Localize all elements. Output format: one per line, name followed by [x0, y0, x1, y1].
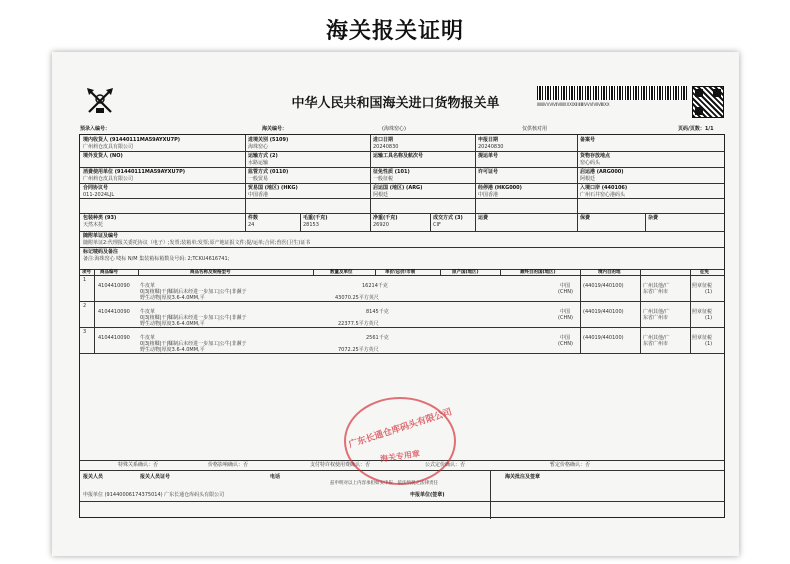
page-label: 页码/页数：1/1: [678, 126, 714, 132]
row-dest-country: 中国: [560, 283, 571, 289]
customs-approval-label: 海关批注及签章: [505, 474, 541, 480]
marks-label: 标记唛码及备注: [83, 249, 119, 255]
row-dest-city: 广州其他/广: [643, 309, 670, 315]
row-dest-city2: 东省广州市: [643, 289, 669, 295]
check-label: 仅供核对用: [522, 126, 548, 132]
package-type-label: 包装种类 (93): [83, 215, 117, 221]
row-exempt: 照章征税: [692, 335, 713, 341]
row-dest-city2: 东省广州市: [643, 341, 669, 347]
row-code: 4104410090: [98, 335, 130, 341]
license-label: 许可证号: [478, 169, 499, 175]
applicant-unit: 申报单位 (91440006174375014) 广东长通仓库码头有限公司: [83, 492, 225, 498]
gross-weight-value: 28153: [303, 222, 319, 228]
transit-port-label: 经停港 (HKG000): [478, 185, 522, 191]
row-spec1: 0|3|植鞣|干|鞣制后未经进一步加工|公牛|非濒于: [140, 289, 247, 295]
tax-nature-value: 一般征税: [373, 176, 394, 182]
qr-code-icon: [692, 86, 724, 118]
page-title: 海关报关证明: [325, 19, 464, 44]
port-label: (海珠窑心): [382, 126, 406, 132]
marks-value: 备注:海珠窑心 唛标 N/M 集装箱标箱数及号码: 2;TCKU4616741;: [83, 256, 230, 262]
row-spec2: 野生动物|厚度3.6-4.0MM,平: [140, 347, 205, 353]
row-origin-code: (CHN): [558, 289, 573, 295]
phone-label: 电话: [270, 474, 281, 480]
col-goods-name: 商品名称及规格型号: [190, 270, 231, 275]
royalty-confirm: 支付特许权使用费确认：否: [310, 462, 371, 468]
row-qty2: 7072.25平方英尺: [338, 347, 379, 353]
departure-port-label: 启运港 (ARG000): [580, 169, 624, 175]
trade-country-value: 中国香港: [248, 192, 269, 198]
package-type-value: 天然木托: [83, 222, 104, 228]
row-spec2: 野生动物|厚度3.6-4.0MM,平: [140, 321, 205, 327]
transport-mode-label: 运输方式 (2): [248, 153, 278, 159]
row-qty1: 2561千克: [366, 335, 389, 341]
misc-fee-label: 杂费: [648, 215, 659, 221]
record-no-label: 备案号: [580, 137, 596, 143]
departure-port-value: 阿根廷: [580, 176, 596, 182]
overseas-shipper-label: 境外发货人 (NO): [83, 153, 123, 159]
row-origin-code: (CHN): [558, 341, 573, 347]
tax-nature-label: 征免性质 (101): [373, 169, 410, 175]
col-dest-country: 最终目的国(地区): [520, 270, 556, 275]
statement-text: 兹申明对以上内容承担如实申报、依法纳税之法律责任: [330, 481, 438, 486]
entry-gate-label: 入境口岸 (440106): [580, 185, 628, 191]
consumer-label: 消费使用单位 (91440111MA59AYXU7P): [83, 169, 186, 175]
supervision-value: 一般贸易: [248, 176, 269, 182]
col-origin: 原产国(地区): [452, 270, 479, 275]
row-qty1: 8145千克: [366, 309, 389, 315]
row-no: 2: [83, 303, 87, 309]
applicant-seal-label: 申报单位(签章): [410, 492, 445, 498]
col-dest-region: 境内目的地: [598, 270, 621, 275]
storage-value: 窑心码头: [580, 160, 601, 166]
row-spec1: 0|3|植鞣|干|鞣制后未经进一步加工|公牛|非濒于: [140, 315, 247, 321]
consignee-label: 境内收货人 (91440111MA59AYXU7P): [83, 137, 181, 143]
pieces-label: 件数: [248, 215, 259, 221]
row-dest-city: 广州其他/广: [643, 335, 670, 341]
contract-value: 011-2024LJL: [83, 192, 115, 198]
row-dest-code: (44019/440100): [583, 283, 624, 289]
deal-mode-label: 成交方式 (3): [433, 215, 463, 221]
declarant-label: 报关人员: [83, 474, 104, 480]
stamp-line2: 海关专用章: [379, 449, 421, 464]
trade-country-label: 贸易国 (地区) (HKG): [248, 185, 298, 191]
row-name: 牛皮革: [140, 335, 156, 341]
row-dest-code: (44019/440100): [583, 309, 624, 315]
origin-country-label: 启运国 (地区) (ARG): [373, 185, 423, 191]
col-price: 单价/总价/币制: [385, 270, 416, 275]
provisional-price-confirm: 暂定价格确认：否: [550, 462, 591, 468]
row-code: 4104410090: [98, 309, 130, 315]
import-date-label: 进口日期: [373, 137, 394, 143]
contract-label: 合同协议号: [83, 185, 109, 191]
row-exempt2: (1): [705, 289, 713, 295]
transit-port-value: 中国香港: [478, 192, 499, 198]
entry-port-value: 海珠窑心: [248, 144, 269, 150]
row-no: 3: [83, 329, 87, 335]
row-exempt2: (1): [705, 341, 713, 347]
entry-port-label: 进境关别 (5109): [248, 137, 289, 143]
net-weight-value: 26920: [373, 222, 389, 228]
row-dest-code: (44019/440100): [583, 335, 624, 341]
net-weight-label: 净重(千克): [373, 215, 398, 221]
row-qty2: 43070.25平方英尺: [335, 295, 379, 301]
gross-weight-label: 毛重(千克): [303, 215, 328, 221]
pre-entry-label: 预录入编号：: [80, 126, 111, 132]
row-no: 1: [83, 277, 87, 283]
consumer-value: 广州莉仓皮具有限公司: [83, 176, 134, 182]
customs-no-label: 海关编号：: [262, 126, 288, 132]
col-quantity: 数量及单位: [330, 270, 353, 275]
barcode-number: ⅠⅡⅢⅣⅤⅥⅦⅧⅨⅩⅪⅫⅠⅡⅢⅣⅤⅥⅦⅧⅨⅩ: [537, 102, 610, 107]
row-origin-code: (CHN): [558, 315, 573, 321]
col-hs-code: 商品编号: [100, 270, 118, 275]
freight-label: 运费: [478, 215, 489, 221]
insurance-label: 保费: [580, 215, 591, 221]
consignee-value: 广州莉仓皮具有限公司: [83, 144, 134, 150]
row-exempt2: (1): [705, 315, 713, 321]
declare-date-label: 申报日期: [478, 137, 499, 143]
pieces-value: 24: [248, 222, 255, 228]
row-spec1: 0|3|植鞣|干|鞣制后未经进一步加工|公牛|非濒于: [140, 341, 247, 347]
row-qty2: 22377.5平方英尺: [338, 321, 379, 327]
bill-no-label: 提运单号: [478, 153, 499, 159]
company-seal-stamp: [344, 397, 456, 485]
origin-country-value: 阿根廷: [373, 192, 389, 198]
vessel-label: 运输工具名称及航次号: [373, 153, 424, 159]
row-dest-country: 中国: [560, 309, 571, 315]
row-code: 4104410090: [98, 283, 130, 289]
row-name: 牛皮革: [140, 309, 156, 315]
row-qty1: 16214千克: [362, 283, 388, 289]
row-name: 牛皮革: [140, 283, 156, 289]
deal-mode-value: CIF: [433, 222, 441, 228]
row-dest-city2: 东省广州市: [643, 315, 669, 321]
col-exempt: 征免: [700, 270, 709, 275]
import-date-value: 20240830: [373, 144, 399, 150]
entry-gate-value: 广州石井窑心港码头: [580, 192, 626, 198]
special-relationship-confirm: 特殊关系确认：否: [118, 462, 159, 468]
attached-docs-value: 随附单证2:代理报关委托协议（电子）;发票;装箱单;发票;原产地证报文件;提/运单;合同;兽医(卫生)证书: [83, 240, 311, 246]
declare-date-value: 20240830: [478, 144, 504, 150]
attached-docs-label: 随附单证及编号: [83, 233, 119, 239]
row-exempt: 照章征税: [692, 309, 713, 315]
declarant-cert-label: 报关人员证号: [140, 474, 171, 480]
customs-declaration-document: [52, 52, 739, 556]
transport-mode-value: 水路运输: [248, 160, 269, 166]
document-title: 中华人民共和国海关进口货物报关单: [291, 96, 500, 111]
supervision-label: 监管方式 (0110): [248, 169, 289, 175]
row-dest-city: 广州其他/广: [643, 283, 670, 289]
formula-price-confirm: 公式定价确认：否: [425, 462, 466, 468]
stamp-line1: 广东长通仓库码头有限公司: [347, 407, 454, 451]
price-impact-confirm: 价格影响确认：否: [208, 462, 249, 468]
row-spec2: 野生动物|厚度3.6-4.0MM,平: [140, 295, 205, 301]
storage-label: 货物存放地点: [580, 153, 611, 159]
row-exempt: 照章征税: [692, 283, 713, 289]
barcode-icon: [537, 86, 687, 100]
col-item-no: 项号: [82, 270, 91, 275]
row-dest-country: 中国: [560, 335, 571, 341]
